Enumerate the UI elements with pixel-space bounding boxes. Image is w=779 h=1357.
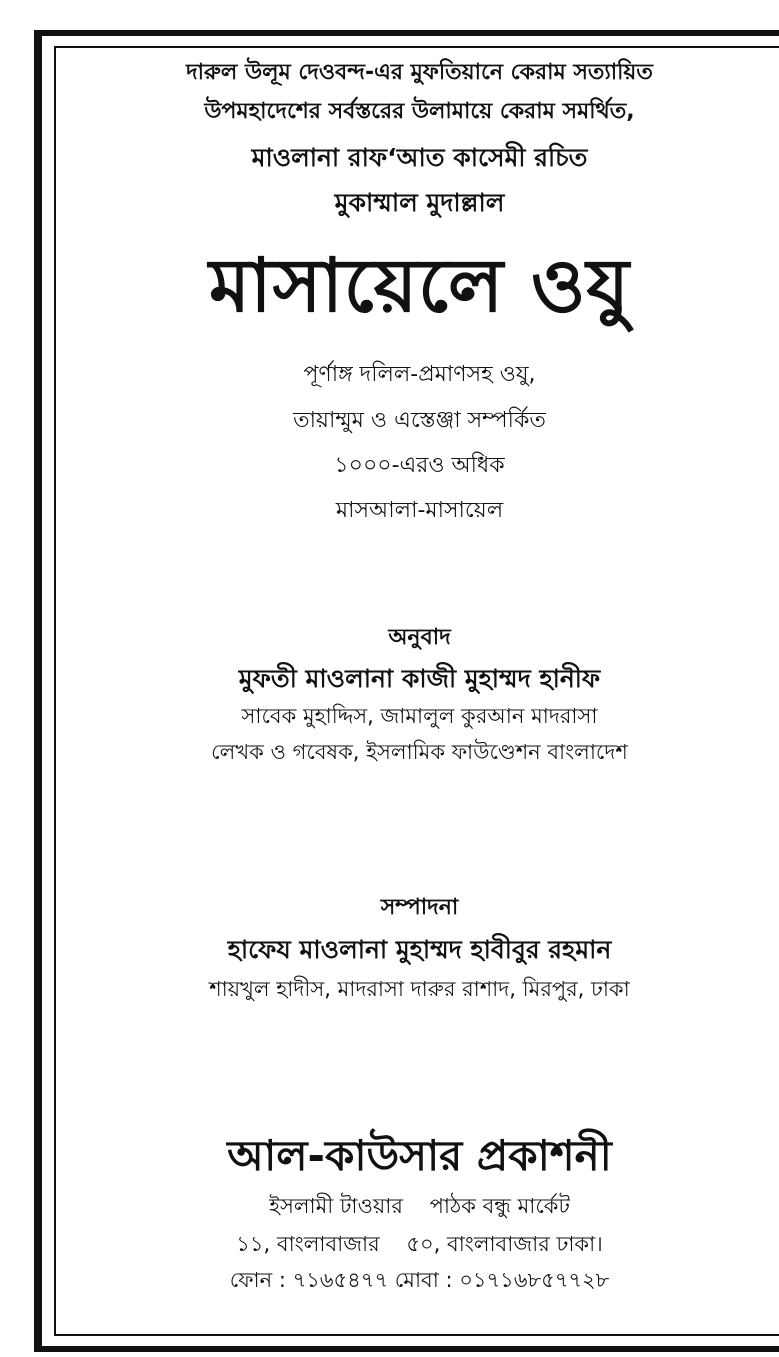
translator-role-2: লেখক ও গবেষক, ইসলামিক ফাউণ্ডেশন বাংলাদেশ [211,740,628,764]
address-1a: ইসলামী টাওয়ার [269,1194,403,1218]
translation-heading: অনুবাদ [388,625,451,650]
description-line-1: পূর্ণাঙ্গ দলিল-প্রমাণসহ ওযু, [303,362,536,387]
publisher-phone: ফোন : ৭১৬৫৪৭৭ মোবা : ০১৭১৬৮৫৭৭২৮ [229,1268,610,1292]
author-line: মাওলানা রাফ‘আত কাসেমী রচিত [251,143,588,172]
publisher-address-1 [60,1194,779,1219]
description-line-3: ১০০০-এরও অধিক [334,453,505,478]
address-2a: ১১, বাংলাবাজার [236,1232,380,1256]
book-subtitle: মুকাম্মাল মুদাল্লাল [334,188,505,217]
editing-heading: সম্পাদনা [380,895,459,920]
address-2b: ৫০, বাংলাবাজার ঢাকা। [406,1232,603,1256]
translator-role-1: সাবেক মুহাদ্দিস, জামালুল কুরআন মাদরাসা [241,704,598,728]
description-line-4: মাসআলা-মাসায়েল [335,498,504,523]
publisher-address-2 [60,1232,779,1257]
editor-name: হাফেয মাওলানা মুহাম্মদ হাবীবুর রহমান [227,935,612,964]
editor-role: শায়খুল হাদীস, মাদরাসা দারুর রাশাদ, মিরপুর, ঢাকা [209,977,630,1001]
book-title: মাসায়েলে ওযু [209,243,630,329]
translator-name: মুফতী মাওলানা কাজী মুহাম্মদ হানীফ [238,664,601,693]
address-1b: পাঠক বন্ধু মার্কেট [429,1194,570,1218]
publisher-name: আল-কাউসার প্রকাশনী [227,1131,612,1180]
header-line-1: দারুল উলূম দেওবন্দ-এর মুফতিয়ানে কেরাম সত্যায়িত [186,60,653,85]
description-line-2: তায়াম্মুম ও এস্তেঞ্জা সম্পর্কিত [293,408,546,433]
header-line-2: উপমহাদেশের সর্বস্তরের উলামায়ে কেরাম সমর্থিত, [204,99,635,124]
